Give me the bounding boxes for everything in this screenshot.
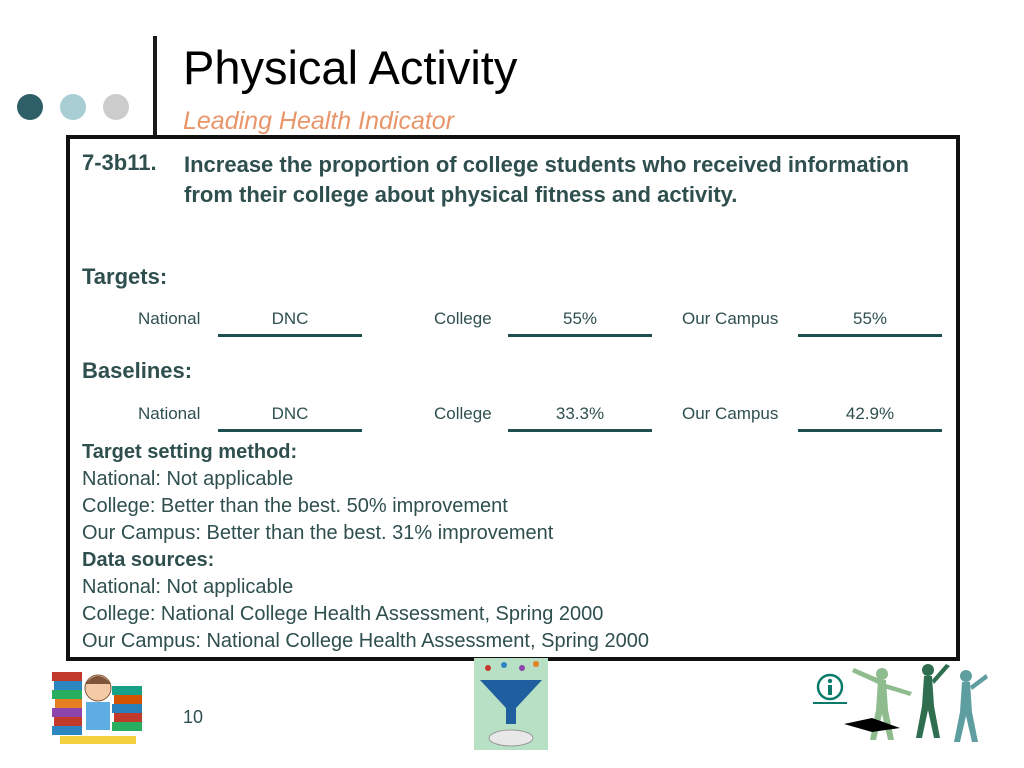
targets-campus-value: 55% [852,309,888,328]
targets-campus-label: Our Campus [682,309,779,328]
student-books-illustration [50,664,146,746]
grey-dot [103,94,129,120]
sources-national: National: Not applicable [82,576,294,598]
baselines-national-label: National [138,404,201,423]
objective-box [66,135,960,661]
dark-teal-dot [17,94,43,120]
objective-id: 7-3b11. [82,150,157,175]
objective-text: Increase the proportion of college students who received information from their college about physical fitness and activity. [184,152,909,207]
title-divider [153,36,157,148]
light-teal-dot [60,94,86,120]
targets-row [70,309,956,349]
targets-national-value: DNC [271,309,309,328]
method-national: National: Not applicable [82,468,294,490]
method-college: College: Better than the best. 50% improvement [82,495,508,517]
baselines-campus-value: 42.9% [845,404,895,423]
baselines-national-value: DNC [271,404,309,423]
method-heading: Target setting method: [82,441,298,463]
baselines-row [70,404,956,444]
targets-college-value: 55% [562,309,598,328]
baselines-college-value: 33.3% [555,404,605,423]
sources-heading: Data sources: [82,549,215,571]
baselines-campus-label: Our Campus [682,404,779,423]
slide-title: Physical Activity [183,41,518,94]
sources-campus: Our Campus: National College Health Assessment, Spring 2000 [82,630,649,652]
targets-national-label: National [138,309,201,328]
baselines-national-underline [218,429,362,432]
targets-national-underline [218,334,362,337]
baselines-campus-underline [798,429,942,432]
method-campus: Our Campus: Better than the best. 31% improvement [82,522,554,544]
targets-college-label: College [434,309,492,328]
funnel-illustration [474,658,548,750]
targets-campus-underline [798,334,942,337]
targets-college-underline [508,334,652,337]
baselines-college-label: College [434,404,492,423]
baselines-heading: Baselines: [82,358,193,383]
sources-college: College: National College Health Assessment, Spring 2000 [82,603,604,625]
dancers-illustration [842,662,990,746]
page-number: 10 [183,707,204,727]
slide-subtitle: Leading Health Indicator [183,107,455,135]
targets-heading: Targets: [82,264,168,289]
baselines-college-underline [508,429,652,432]
